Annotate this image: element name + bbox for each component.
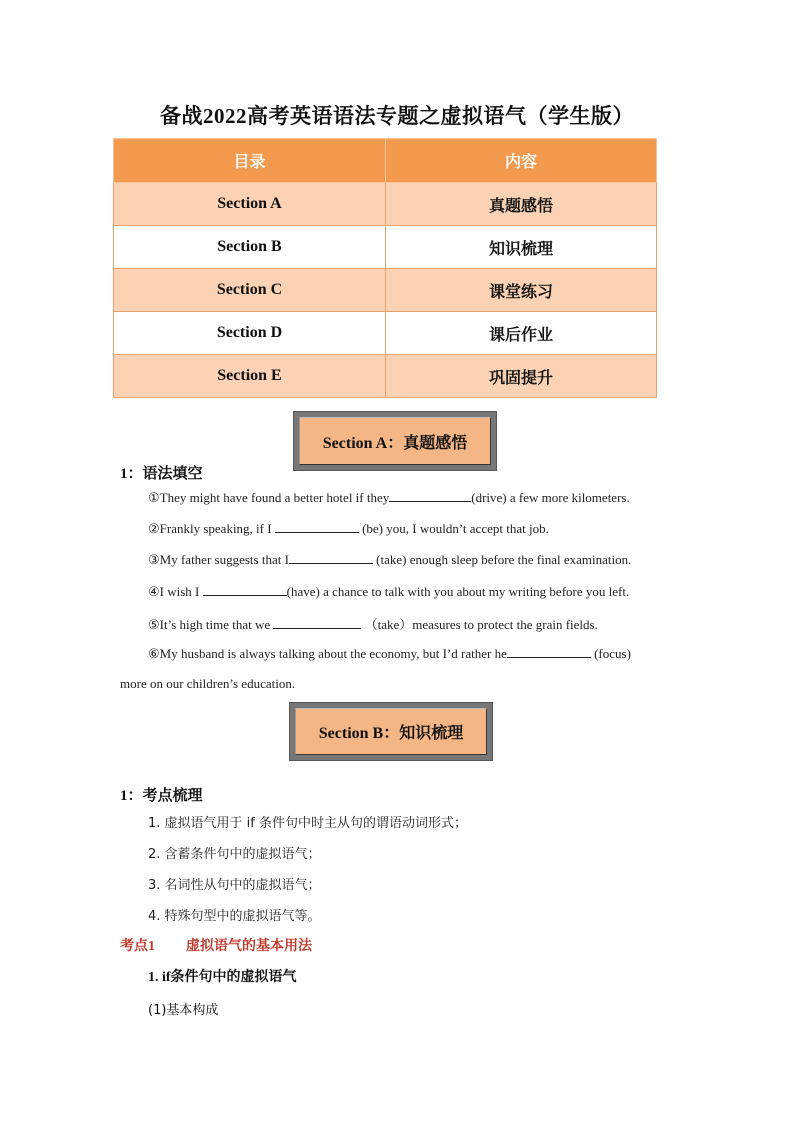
question-text: ⑥My husband is always talking about the economy, but I’d rather he — [148, 646, 507, 661]
list-item: 3. 名词性从句中的虚拟语气； — [148, 878, 321, 893]
answer-blank[interactable] — [273, 616, 361, 629]
section-cell: Section E — [114, 355, 386, 398]
list-item: 4. 特殊句型中的虚拟语气等。 — [148, 909, 321, 924]
table-row — [114, 183, 657, 226]
table-header-row — [114, 139, 657, 183]
question-text: (focus) — [590, 646, 631, 661]
question-text: (take) enough sleep before the final examination. — [372, 552, 632, 567]
question-3 — [148, 551, 631, 568]
section-b-label: Section B：知识梳理 — [295, 708, 487, 755]
answer-blank[interactable] — [275, 520, 359, 533]
section-b-heading: 1：考点梳理 — [120, 788, 203, 804]
question-text: ⑤It’s high time that we — [148, 617, 274, 632]
header-content: 内容 — [386, 139, 657, 183]
question-text: ④I wish I — [148, 584, 203, 599]
question-1 — [148, 489, 630, 506]
list-item: 1. 虚拟语气用于 if 条件句中时主从句的谓语动词形式； — [148, 816, 467, 831]
question-2 — [148, 520, 549, 537]
header-directory: 目录 — [114, 139, 386, 183]
section-cell: Section A — [114, 183, 386, 226]
subheading: 1. if条件句中的虚拟语气 — [148, 970, 297, 985]
question-text: ③My father suggests that I — [148, 552, 289, 567]
section-b-banner — [289, 702, 493, 761]
kaodian-label: 考点1 — [120, 939, 155, 954]
contents-table — [113, 138, 657, 398]
question-text: ②Frankly speaking, if I — [148, 521, 275, 536]
question-text: (have) a chance to talk with you about my writing before you left. — [286, 584, 630, 599]
content-cell: 知识梳理 — [386, 226, 657, 269]
question-6 — [148, 645, 631, 662]
question-text: ①They might have found a better hotel if they — [148, 490, 390, 505]
question-text: （take）measures to protect the grain fields. — [361, 617, 598, 632]
section-cell: Section B — [114, 226, 386, 269]
question-6-continued: more on our children’s education. — [120, 676, 296, 691]
section-a-heading: 1：语法填空 — [120, 466, 203, 482]
section-cell: Section C — [114, 269, 386, 312]
table-row — [114, 226, 657, 269]
table-row — [114, 355, 657, 398]
content-cell: 真题感悟 — [386, 183, 657, 226]
question-text: (drive) a few more kilometers. — [471, 490, 630, 505]
section-a-label: Section A：真题感悟 — [299, 417, 491, 465]
sub-subheading: (1)基本构成 — [148, 1003, 219, 1018]
kaodian-title: 虚拟语气的基本用法 — [186, 939, 312, 954]
content-cell: 课堂练习 — [386, 269, 657, 312]
content-cell: 巩固提升 — [386, 355, 657, 398]
answer-blank[interactable] — [289, 551, 373, 564]
answer-blank[interactable] — [389, 489, 471, 502]
table-row — [114, 269, 657, 312]
answer-blank[interactable] — [203, 583, 287, 596]
page-title: 备战2022高考英语语法专题之虚拟语气（学生版） — [160, 104, 634, 128]
section-cell: Section D — [114, 312, 386, 355]
list-item: 2. 含蓄条件句中的虚拟语气； — [148, 847, 321, 862]
question-4 — [148, 583, 629, 600]
question-5 — [148, 614, 598, 633]
question-text: (be) you, I wouldn’t accept that job. — [358, 521, 549, 536]
content-cell: 课后作业 — [386, 312, 657, 355]
table-row — [114, 312, 657, 355]
section-a-banner — [293, 411, 497, 471]
answer-blank[interactable] — [507, 645, 591, 658]
